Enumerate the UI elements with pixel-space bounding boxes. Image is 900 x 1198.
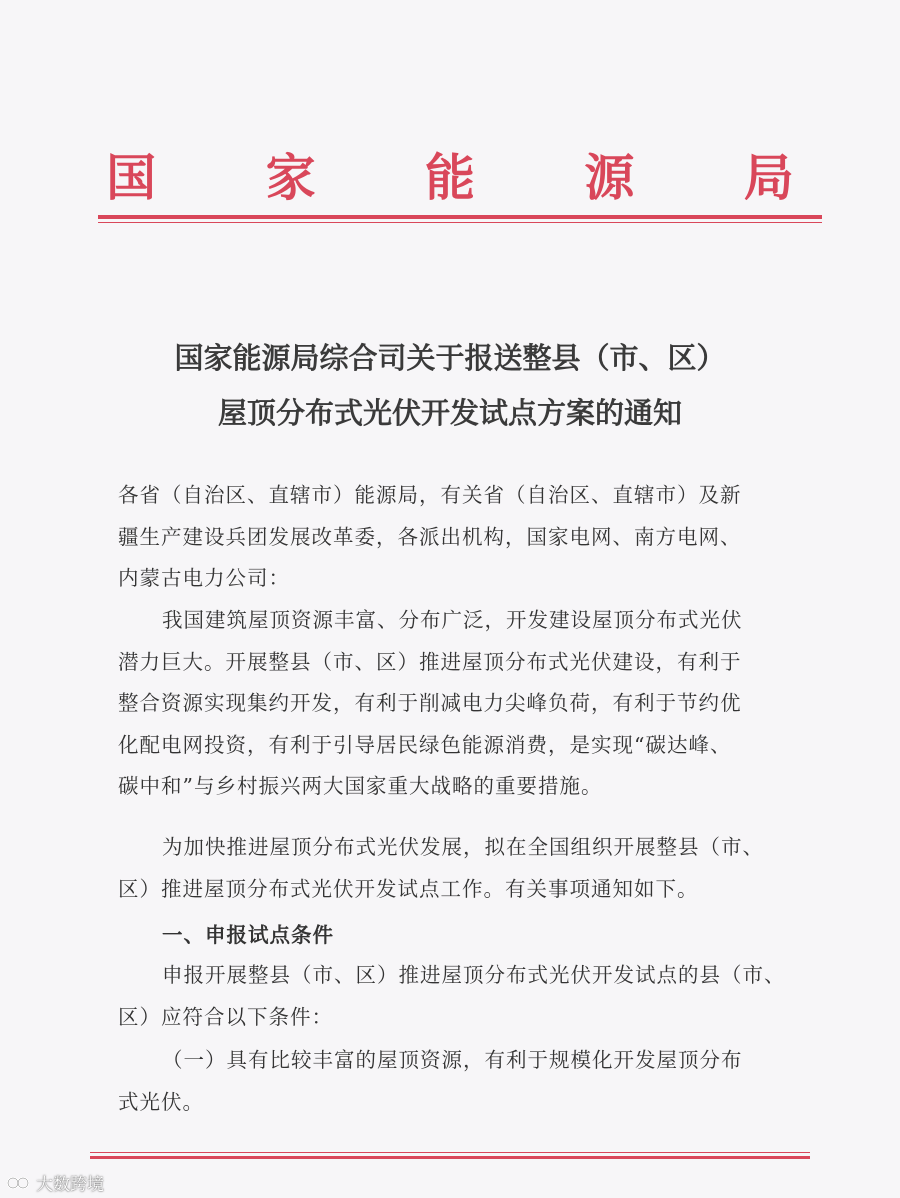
- paragraph-line: 碳中和”与乡村振兴两大国家重大战略的重要措施。: [118, 774, 603, 798]
- paragraph-line: 潜力巨大。开展整县（市、区）推进屋顶分布式光伏建设，有利于: [118, 649, 742, 674]
- body-paragraph-1: [118, 600, 798, 808]
- recipients-line: 内蒙古电力公司：: [118, 566, 290, 590]
- agency-letterhead: 国 家 能 源 局: [106, 148, 840, 207]
- watermark-logo-icon: [6, 1173, 32, 1193]
- section-heading-1: 一、申报试点条件: [162, 923, 334, 947]
- paragraph-line: 整合资源实现集约开发，有利于削减电力尖峰负荷，有利于节约优: [118, 691, 742, 715]
- paragraph-line: 我国建筑屋顶资源丰富、分布广泛，开发建设屋顶分布式光伏: [162, 608, 743, 632]
- red-rule-thin: [90, 1152, 810, 1153]
- paragraph-line: 化配电网投资，有利于引导居民绿色能源消费，是实现“碳达峰、: [118, 732, 732, 757]
- paragraph-line: （一）具有比较丰富的屋顶资源，有利于规模化开发屋顶分布: [162, 1048, 743, 1072]
- body-paragraph-3: [118, 955, 798, 1038]
- paragraph-line: 申报开展整县（市、区）推进屋顶分布式光伏开发试点的县（市、: [162, 963, 786, 987]
- paragraph-line: 为加快推进屋顶分布式光伏发展，拟在全国组织开展整县（市、: [162, 835, 764, 859]
- red-rule-thick: [98, 215, 822, 219]
- body-paragraph-2: [118, 827, 798, 910]
- recipients-line: 各省（自治区、直辖市）能源局，有关省（自治区、直辖市）及新: [118, 483, 742, 507]
- red-rule-thick: [90, 1156, 810, 1159]
- watermark: [6, 1170, 104, 1195]
- recipients-paragraph: [118, 475, 798, 600]
- red-rule-thin: [98, 222, 822, 223]
- paragraph-line: 区）推进屋顶分布式光伏开发试点工作。有关事项通知如下。: [118, 876, 699, 901]
- paragraph-line: 式光伏。: [118, 1089, 204, 1114]
- document-title-line-2: 屋顶分布式光伏开发试点方案的通知: [217, 396, 682, 430]
- watermark-text: 大数跨境: [36, 1175, 104, 1195]
- document-title-line-1: 国家能源局综合司关于报送整县（市、区）: [174, 341, 726, 375]
- body-paragraph-4: [118, 1040, 798, 1123]
- recipients-line: 疆生产建设兵团发展改革委，各派出机构，国家电网、南方电网、: [118, 524, 742, 549]
- paragraph-line: 区）应符合以下条件：: [118, 1004, 333, 1029]
